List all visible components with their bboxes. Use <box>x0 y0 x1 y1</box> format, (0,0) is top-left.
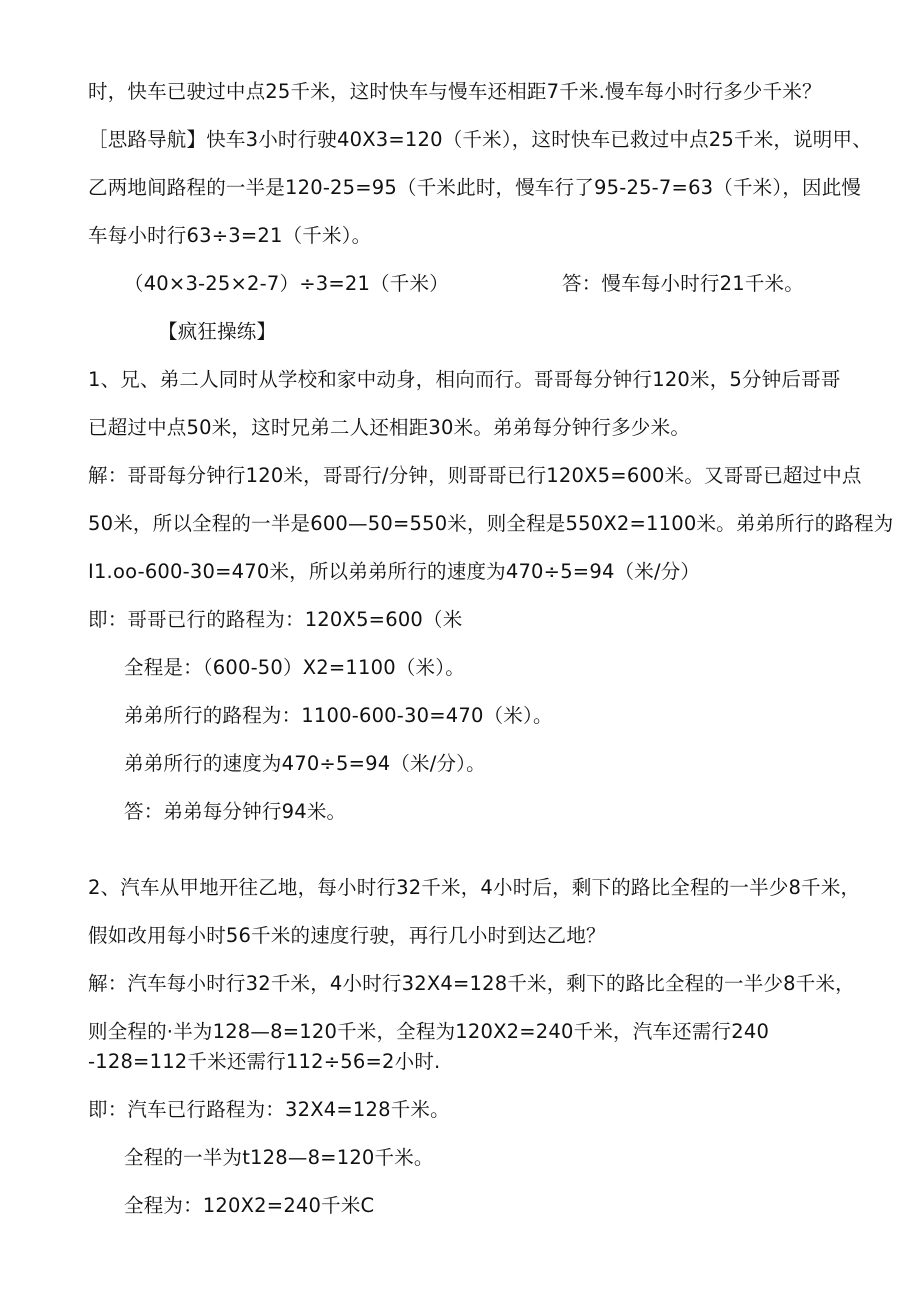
question-2-solution: 则全程的·半为128—8=120千米，全程为120X2=240千米，汽车还需行240 <box>88 1020 770 1043</box>
question-2-solution: 解：汽车每小时行32千米，4小时行32X4=128千米，剩下的路比全程的一半少8千米， <box>88 972 855 995</box>
solution-hint-line: ［思路导航】快车3小时行驶40X3=120（千米），这时快车已救过中点25千米，说明甲、 <box>88 128 872 151</box>
question-1-text: 1、兄、弟二人同时从学校和家中动身，相向而行。哥哥每分钟行120米，5分钟后哥哥 <box>88 368 841 391</box>
question-2-step: 全程的一半为t128—8=120千米。 <box>124 1146 434 1169</box>
question-1-step: 即：哥哥已行的路程为：120X5=600（米 <box>88 608 463 631</box>
question-2-text: 2、汽车从甲地开往乙地，每小时行32千米，4小时后，剩下的路比全程的一半少8千米， <box>88 876 861 899</box>
question-2-solution: -128=112千米还需行112÷56=2小时. <box>88 1050 441 1073</box>
question-1-step: 弟弟所行的路程为：1100-600-30=470（米）。 <box>124 704 553 727</box>
question-2-text: 假如改用每小时56千米的速度行驶，再行几小时到达乙地？ <box>88 924 606 947</box>
question-1-solution: 解：哥哥每分钟行120米，哥哥行/分钟，则哥哥已行120X5=600米。又哥哥已超过中点 <box>88 464 862 487</box>
question-1-step: 全程是：（600-50）X2=1100（米）。 <box>124 656 465 679</box>
question-1-text: 已超过中点50米，这时兄弟二人还相距30米。弟弟每分钟行多少米。 <box>88 416 691 439</box>
solution-hint-line: 乙两地间路程的一半是120-25=95（千米此时，慢车行了95-25-7=63（千米），因此慢 <box>88 176 862 199</box>
answer: 答：慢车每小时行21千米。 <box>562 272 804 295</box>
question-1-solution: 50米，所以全程的一半是600—50=550米，则全程是550X2=1100米。弟弟所行的路程为 <box>88 512 894 535</box>
section-heading: 【疯狂操练】 <box>158 320 277 343</box>
question-1-answer: 答：弟弟每分钟行94米。 <box>124 800 347 823</box>
question-2-step: 即：汽车已行路程为：32X4=128千米。 <box>88 1098 450 1121</box>
question-1-step: 弟弟所行的速度为470÷5=94（米/分）。 <box>124 752 486 775</box>
question-1-solution: I1.oo-600-30=470米，所以弟弟所行的速度为470÷5=94（米/分） <box>88 560 701 583</box>
problem-text-line: 时，快车已驶过中点25千米，这时快车与慢车还相距7千米.慢车每小时行多少千米？ <box>88 80 822 103</box>
solution-hint-line: 车每小时行63÷3=21（千米）。 <box>88 224 372 247</box>
question-2-step: 全程为：120X2=240千米C <box>124 1194 375 1217</box>
formula: （40×3-25×2-7）÷3=21（千米） <box>124 272 449 295</box>
